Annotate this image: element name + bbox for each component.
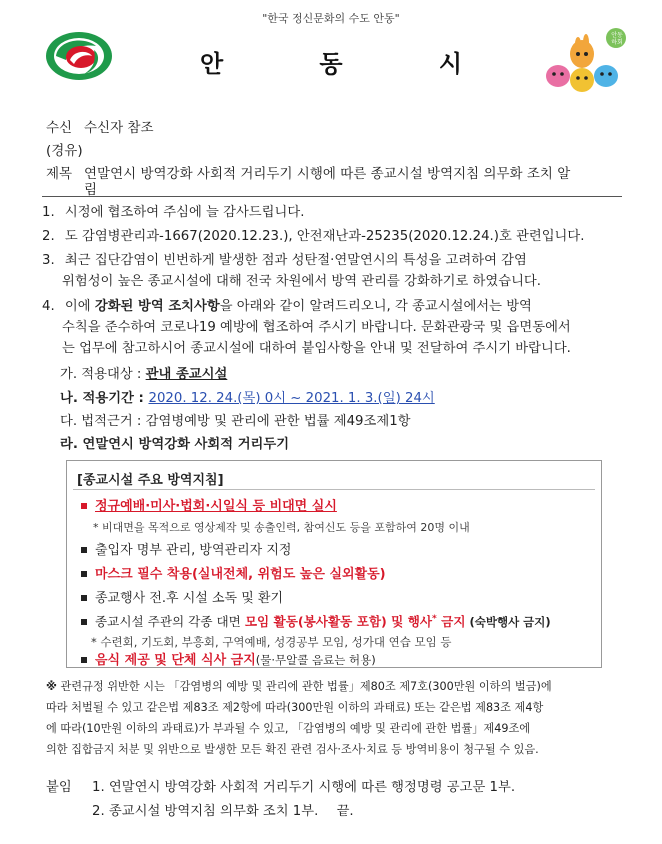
sub-item-d: 라. 연말연시 방역강화 사회적 거리두기 xyxy=(60,437,290,452)
item-1-text: 시정에 협조하여 주심에 늘 감사드립니다. xyxy=(64,205,305,220)
guideline-item-6-post: (물·무알콜 음료는 허용) xyxy=(255,653,376,667)
sub-c-value: 감염병예방 및 관리에 관한 법률 제49조제1항 xyxy=(145,414,411,429)
item-3-line-1: 최근 집단감염이 빈번하게 발생한 점과 성탄절·연말연시의 특성을 고려하여 감염 xyxy=(64,253,527,268)
item-4-num: 4. xyxy=(42,299,55,314)
guideline-box-title: [종교시설 주요 방역지침] xyxy=(77,473,224,488)
sub-item-c xyxy=(60,411,411,432)
guideline-item-6 xyxy=(81,649,376,668)
item-1 xyxy=(42,202,642,223)
square-bullet-icon xyxy=(81,571,87,577)
sub-b-value: 2020. 12. 24.(목) 0시 ~ 2021. 1. 3.(일) 24시 xyxy=(148,391,435,406)
guideline-box-header xyxy=(73,467,595,490)
sub-a-label: 가. 적용대상 : xyxy=(60,367,146,382)
mascot-label: 안동 하회 xyxy=(611,32,623,46)
item-4 xyxy=(42,296,642,359)
legal-warning-line-4: 의한 집합금지 처분 및 위반으로 발생한 모든 확진 관련 검사·조사·치료 등 방역비용이 청구될 수 있음. xyxy=(46,743,539,756)
guideline-item-5 xyxy=(81,611,551,630)
guideline-item-3 xyxy=(81,563,386,582)
item-4-post: 을 아래와 같이 알려드리오니, 각 종교시설에서는 방역 xyxy=(219,299,532,314)
item-3 xyxy=(42,250,642,292)
subject-line-2: 림 xyxy=(84,182,98,198)
item-4-line-3: 는 업무에 참고하시어 종교시설에 대하여 붙임사항을 안내 및 전달하여 주시기 바랍니다. xyxy=(62,341,571,356)
guideline-note-1: * 비대면을 목적으로 영상제작 및 송출인력, 참여신도 등을 포함하여 20명 이내 xyxy=(93,521,470,534)
guideline-item-1-text: 정규예배·미사·법회·시일식 등 비대면 실시 xyxy=(95,499,337,514)
square-bullet-icon xyxy=(81,595,87,601)
legal-warning-line-1 xyxy=(46,676,626,697)
page-title xyxy=(200,44,462,79)
title-char-2: 동 xyxy=(319,50,343,78)
legal-warning-text-1: 관련규정 위반한 시는 「감염병의 예방 및 관리에 관한 법률」제80조 제7호(300만원 이하의 벌금)에 xyxy=(60,680,552,693)
legal-warning xyxy=(46,676,626,760)
sub-c-label: 다. 법적근거 : xyxy=(60,414,146,429)
guideline-item-5-post: (숙박행사 금지) xyxy=(465,615,551,629)
attachments-label: 붙임 xyxy=(46,780,72,795)
sub-item-a xyxy=(60,364,227,385)
legal-warning-line-3: 에 따라(10만원 이하의 과태료)가 부과될 수 있고, 「감염병의 예방 및 관리에 관한 법률」제49조에 xyxy=(46,722,531,735)
guideline-item-2 xyxy=(81,539,291,558)
title-char-1: 안 xyxy=(200,50,224,78)
guideline-item-6-red: 음식 제공 및 단체 식사 금지 xyxy=(95,653,256,668)
title-char-3: 시 xyxy=(438,50,462,78)
item-4-pre: 이에 xyxy=(64,299,95,314)
square-bullet-icon xyxy=(81,619,87,625)
subject-divider xyxy=(42,196,622,197)
guideline-item-1 xyxy=(81,495,337,514)
sub-item-b xyxy=(60,388,435,409)
guideline-item-5-red: 모임 활동(봉사활동 포함) 및 행사 xyxy=(244,614,433,629)
attachment-2-text: 2. 종교시설 방역지침 의무화 조치 1부. xyxy=(92,804,319,819)
sub-a-value: 관내 종교시설 xyxy=(145,367,228,382)
subject-line-1: 연말연시 방역강화 사회적 거리두기 시행에 따른 종교시설 방역지침 의무화 조치 알 xyxy=(84,166,571,182)
item-4-bold: 강화된 방역 조치사항 xyxy=(94,299,220,314)
attachment-1: 1. 연말연시 방역강화 사회적 거리두기 시행에 따른 행정명령 공고문 1부. xyxy=(92,780,516,795)
sub-b-label: 나. 적용기간 : xyxy=(60,391,149,406)
recipient-label: 수신 xyxy=(46,120,73,136)
guideline-item-3-text: 마스크 필수 착용(실내전체, 위험도 높은 실외활동) xyxy=(95,567,386,582)
guideline-item-2-text: 출입자 명부 관리, 방역관리자 지정 xyxy=(95,543,292,558)
reference-mark-icon: ※ xyxy=(46,680,57,693)
recipient-line xyxy=(46,116,154,136)
item-3-num: 3. xyxy=(42,253,55,268)
via-line: (경유) xyxy=(46,143,83,159)
guideline-item-5-sup: * xyxy=(432,613,437,624)
guideline-item-4 xyxy=(81,587,283,606)
guideline-box xyxy=(66,460,602,668)
item-3-line-2: 위험성이 높은 종교시설에 대해 전국 차원에서 방역 관리를 강화하기로 하였습니다. xyxy=(62,274,541,289)
guideline-item-4-text: 종교행사 전.후 시설 소독 및 환기 xyxy=(95,591,284,606)
item-2 xyxy=(42,226,642,247)
item-1-num: 1. xyxy=(42,205,55,220)
legal-warning-line-2: 따라 처벌될 수 있고 같은법 제83조 제2항에 따라(300만원 이하의 과태료) 또는 같은법 제83조 제4항 xyxy=(46,701,544,714)
recipient-value: 수신자 참조 xyxy=(84,120,154,136)
red-square-bullet-icon xyxy=(81,503,87,509)
item-4-line-2: 수칙을 준수하여 코로나19 예방에 협조하여 주시기 바랍니다. 문화관광국 및 읍면동에서 xyxy=(62,320,571,335)
slogan: "한국 정신문화의 수도 안동" xyxy=(262,12,400,25)
guideline-note-2: * 수련회, 기도회, 부흥회, 구역예배, 성경공부 모임, 성가대 연습 모임 등 xyxy=(91,635,452,649)
item-2-text: 도 감염병관리과-1667(2020.12.23.), 안전재난과-25235(2020.12.24.)호 관련입니다. xyxy=(64,229,585,244)
attachment-2 xyxy=(92,800,354,819)
guideline-item-5-pre: 종교시설 주관의 각종 대면 xyxy=(95,614,245,629)
andong-city-emblem-icon xyxy=(44,30,114,82)
square-bullet-icon xyxy=(81,547,87,553)
document-end-mark: 끝. xyxy=(336,804,354,819)
item-2-num: 2. xyxy=(42,229,55,244)
guideline-item-5-red-2: 금지 xyxy=(436,614,466,629)
subject-label: 제목 xyxy=(46,166,73,182)
mascot-characters-icon xyxy=(538,24,628,96)
square-bullet-icon xyxy=(81,657,87,663)
